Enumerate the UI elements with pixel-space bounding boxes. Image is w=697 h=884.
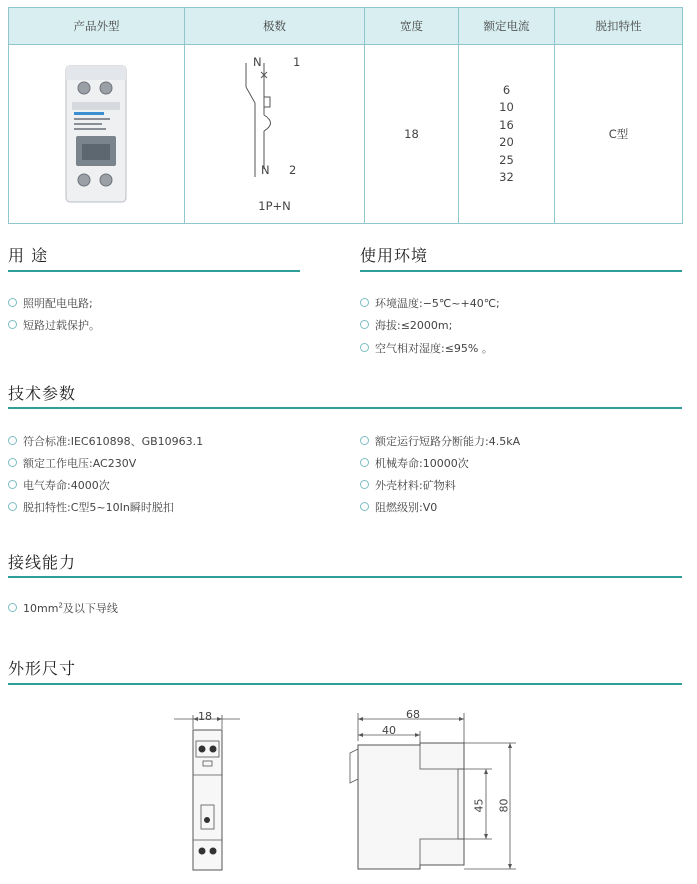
side-total-label: 68 <box>406 708 420 721</box>
environment-item: 环境温度:−5℃~+40℃; <box>360 295 500 311</box>
header-rated-current: 额定电流 <box>459 8 555 45</box>
header-poles: 极数 <box>185 8 365 45</box>
header-appearance: 产品外型 <box>9 8 185 45</box>
trip-cell: C型 <box>555 45 683 224</box>
header-width: 宽度 <box>365 8 459 45</box>
tech-rule <box>8 407 682 409</box>
bullet-circle-icon <box>360 298 369 307</box>
usage-item: 短路过载保护。 <box>8 317 100 333</box>
pole-bottom-num: 2 <box>289 163 297 177</box>
header-trip-characteristic: 脱扣特性 <box>555 8 683 45</box>
tech-item: 脱扣特性:C型5~10In瞬时脱扣 <box>8 499 174 515</box>
usage-rule <box>8 270 300 272</box>
side-height-label: 80 <box>497 798 511 813</box>
tech-heading: 技术参数 <box>8 384 77 403</box>
environment-rule <box>360 270 682 272</box>
current-value: 10 <box>499 100 514 114</box>
bullet-circle-icon <box>360 458 369 467</box>
dimensions-rule <box>8 683 682 685</box>
tech-item: 外壳材料:矿物料 <box>360 477 456 493</box>
bullet-circle-icon <box>360 436 369 445</box>
usage-heading: 用 途 <box>8 246 49 265</box>
pole-bottom-n: N <box>261 163 270 177</box>
bullet-circle-icon <box>8 458 17 467</box>
environment-item: 海拔:≤2000m; <box>360 317 452 333</box>
front-view-drawing <box>160 705 260 880</box>
wiring-rule <box>8 576 682 578</box>
environment-heading: 使用环境 <box>360 246 429 265</box>
current-value: 20 <box>499 135 514 149</box>
wiring-heading: 接线能力 <box>8 553 77 572</box>
dimensions-heading: 外形尺寸 <box>8 659 77 678</box>
pole-top-n: N <box>253 55 262 69</box>
bullet-circle-icon <box>8 603 17 612</box>
bullet-circle-icon <box>360 480 369 489</box>
tech-item: 符合标准:IEC610898、GB10963.1 <box>8 433 203 449</box>
wiring-item: $10mm^2$及以下导线 <box>8 600 118 616</box>
pole-schematic <box>185 57 365 177</box>
pole-top-num: 1 <box>293 55 301 69</box>
current-value: 32 <box>499 170 514 184</box>
tech-item: 电气寿命:4000次 <box>8 477 110 493</box>
side-inner-height-label: 45 <box>472 798 486 813</box>
bullet-circle-icon <box>8 502 17 511</box>
bullet-circle-icon <box>360 343 369 352</box>
poles-cell <box>185 45 365 224</box>
product-image-cell <box>9 45 185 224</box>
breaker-product-image <box>62 64 132 204</box>
tech-item: 机械寿命:10000次 <box>360 455 469 471</box>
table-row <box>9 45 683 224</box>
width-cell: 18 <box>365 45 459 224</box>
tech-item: 额定工作电压:AC230V <box>8 455 136 471</box>
bullet-circle-icon <box>8 320 17 329</box>
bullet-circle-icon <box>360 502 369 511</box>
current-list <box>459 82 554 187</box>
side-partial-label: 40 <box>382 724 396 737</box>
usage-item: 照明配电电路; <box>8 295 93 311</box>
current-value: 25 <box>499 152 514 167</box>
bullet-circle-icon <box>8 298 17 307</box>
current-value: 6 <box>502 82 511 97</box>
spec-table <box>8 7 683 224</box>
poles-label: 1P+N <box>258 199 291 213</box>
side-view-drawing <box>340 705 520 880</box>
bullet-circle-icon <box>8 480 17 489</box>
current-value: 16 <box>499 117 514 132</box>
tech-item: 额定运行短路分断能力:4.5kA <box>360 433 520 449</box>
environment-item: 空气相对湿度:≤95% 。 <box>360 340 493 356</box>
tech-item: 阻燃级别:V0 <box>360 499 437 515</box>
front-width-label: 18 <box>198 710 212 723</box>
current-cell <box>459 45 555 224</box>
bullet-circle-icon <box>8 436 17 445</box>
bullet-circle-icon <box>360 320 369 329</box>
poles-diagram <box>185 57 364 177</box>
table-header-row <box>9 8 683 45</box>
